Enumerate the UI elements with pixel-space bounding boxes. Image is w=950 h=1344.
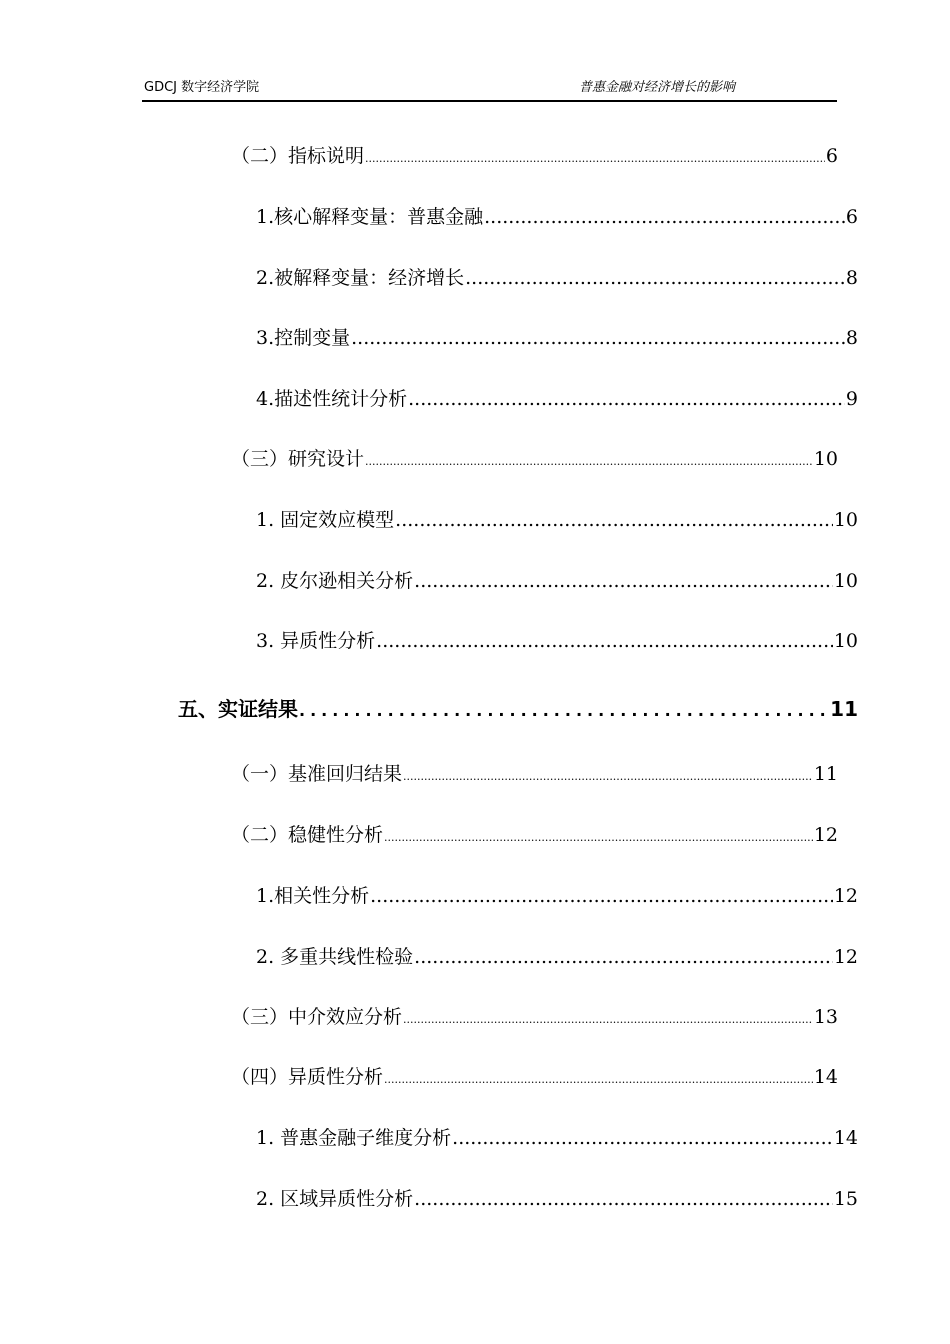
toc-entry-title: 2.被解释变量：经济增长: [256, 267, 465, 289]
toc-entry-page: 10: [833, 630, 858, 652]
toc-leader-dots: [414, 1186, 833, 1212]
toc-leader-dots: [384, 825, 813, 851]
toc-entry-title: 1. 普惠金融子维度分析: [256, 1127, 452, 1149]
toc-entry-page: 13: [813, 1006, 838, 1028]
toc-entry-title: （四）异质性分析: [231, 1066, 384, 1088]
toc-entry-correlation[interactable]: [256, 883, 858, 909]
toc-leader-dots: [365, 146, 825, 172]
toc-entry-title: 1.相关性分析: [256, 885, 370, 907]
toc-entry-pearson[interactable]: [256, 568, 858, 594]
toc-entry-page: 15: [833, 1188, 858, 1210]
toc-entry-title: 1.核心解释变量：普惠金融: [256, 206, 484, 228]
toc-entry-page: 6: [845, 206, 858, 228]
toc-entry-sub-dimension[interactable]: [256, 1125, 858, 1151]
toc-entry-dependent-variable[interactable]: [256, 265, 858, 291]
toc-entry-page: 8: [845, 327, 858, 349]
toc-leader-dots: [351, 325, 845, 351]
toc-entry-title: 2. 皮尔逊相关分析: [256, 570, 414, 592]
toc-entry-heterogeneity[interactable]: [231, 1064, 838, 1093]
toc-leader-dots: [365, 449, 813, 475]
toc-entry-robustness[interactable]: [231, 822, 838, 851]
header-college-name: GDCJ 数字经济学院: [144, 80, 260, 95]
toc-entry-title: 1. 固定效应模型: [256, 509, 395, 531]
toc-leader-dots: [465, 265, 845, 291]
toc-entry-fixed-effects[interactable]: [256, 507, 858, 533]
header-paper-title: 普惠金融对经济增长的影响: [579, 80, 736, 95]
toc-entry-page: 12: [833, 885, 858, 907]
toc-entry-title: 五、实证结果: [178, 697, 298, 721]
toc-leader-dots: [403, 1007, 813, 1033]
toc-entry-page: 12: [813, 824, 838, 846]
toc-entry-title: （二）指标说明: [231, 145, 365, 167]
toc-entry-page: 12: [833, 946, 858, 968]
toc-leader-dots: [395, 507, 833, 533]
toc-leader-dots: [299, 698, 829, 724]
toc-leader-dots: [414, 944, 833, 970]
toc-entry-descriptive-stats[interactable]: [256, 386, 858, 412]
toc-leader-dots: [370, 883, 833, 909]
toc-entry-title: （三）研究设计: [231, 448, 365, 470]
toc-entry-title: 2. 多重共线性检验: [256, 946, 414, 968]
toc-entry-page: 14: [833, 1127, 858, 1149]
toc-leader-dots: [408, 386, 845, 412]
header-divider: [142, 100, 837, 102]
toc-entry-title: （一）基准回归结果: [231, 763, 403, 785]
toc-entry-mediation[interactable]: [231, 1004, 838, 1033]
toc-entry-baseline-regression[interactable]: [231, 761, 838, 790]
toc-entry-page: 10: [833, 570, 858, 592]
toc-entry-page: 6: [825, 145, 838, 167]
toc-leader-dots: [484, 204, 845, 230]
toc-entry-title: 3.控制变量: [256, 327, 351, 349]
toc-entry-page: 9: [845, 388, 858, 410]
toc-entry-empirical-results[interactable]: [178, 696, 858, 724]
toc-entry-indicator-description[interactable]: [231, 143, 838, 172]
toc-entry-page: 11: [813, 763, 838, 785]
toc-entry-page: 14: [813, 1066, 838, 1088]
toc-entry-heterogeneity-design[interactable]: [256, 628, 858, 654]
toc-entry-research-design[interactable]: [231, 446, 838, 475]
toc-entry-multicollinearity[interactable]: [256, 944, 858, 970]
toc-leader-dots: [452, 1125, 833, 1151]
toc-leader-dots: [414, 568, 833, 594]
toc-entry-page: 11: [830, 697, 858, 721]
toc-entry-regional[interactable]: [256, 1186, 858, 1212]
toc-leader-dots: [384, 1067, 813, 1093]
toc-entry-page: 10: [813, 448, 838, 470]
toc-entry-page: 8: [845, 267, 858, 289]
toc-entry-title: 2. 区域异质性分析: [256, 1188, 414, 1210]
toc-entry-title: （二）稳健性分析: [231, 824, 384, 846]
toc-entry-page: 10: [833, 509, 858, 531]
toc-entry-title: （三）中介效应分析: [231, 1006, 403, 1028]
toc-entry-core-variable[interactable]: [256, 204, 858, 230]
toc-entry-title: 4.描述性统计分析: [256, 388, 408, 410]
toc-entry-control-variables[interactable]: [256, 325, 858, 351]
toc-entry-title: 3. 异质性分析: [256, 630, 376, 652]
toc-leader-dots: [403, 764, 813, 790]
toc-leader-dots: [376, 628, 833, 654]
